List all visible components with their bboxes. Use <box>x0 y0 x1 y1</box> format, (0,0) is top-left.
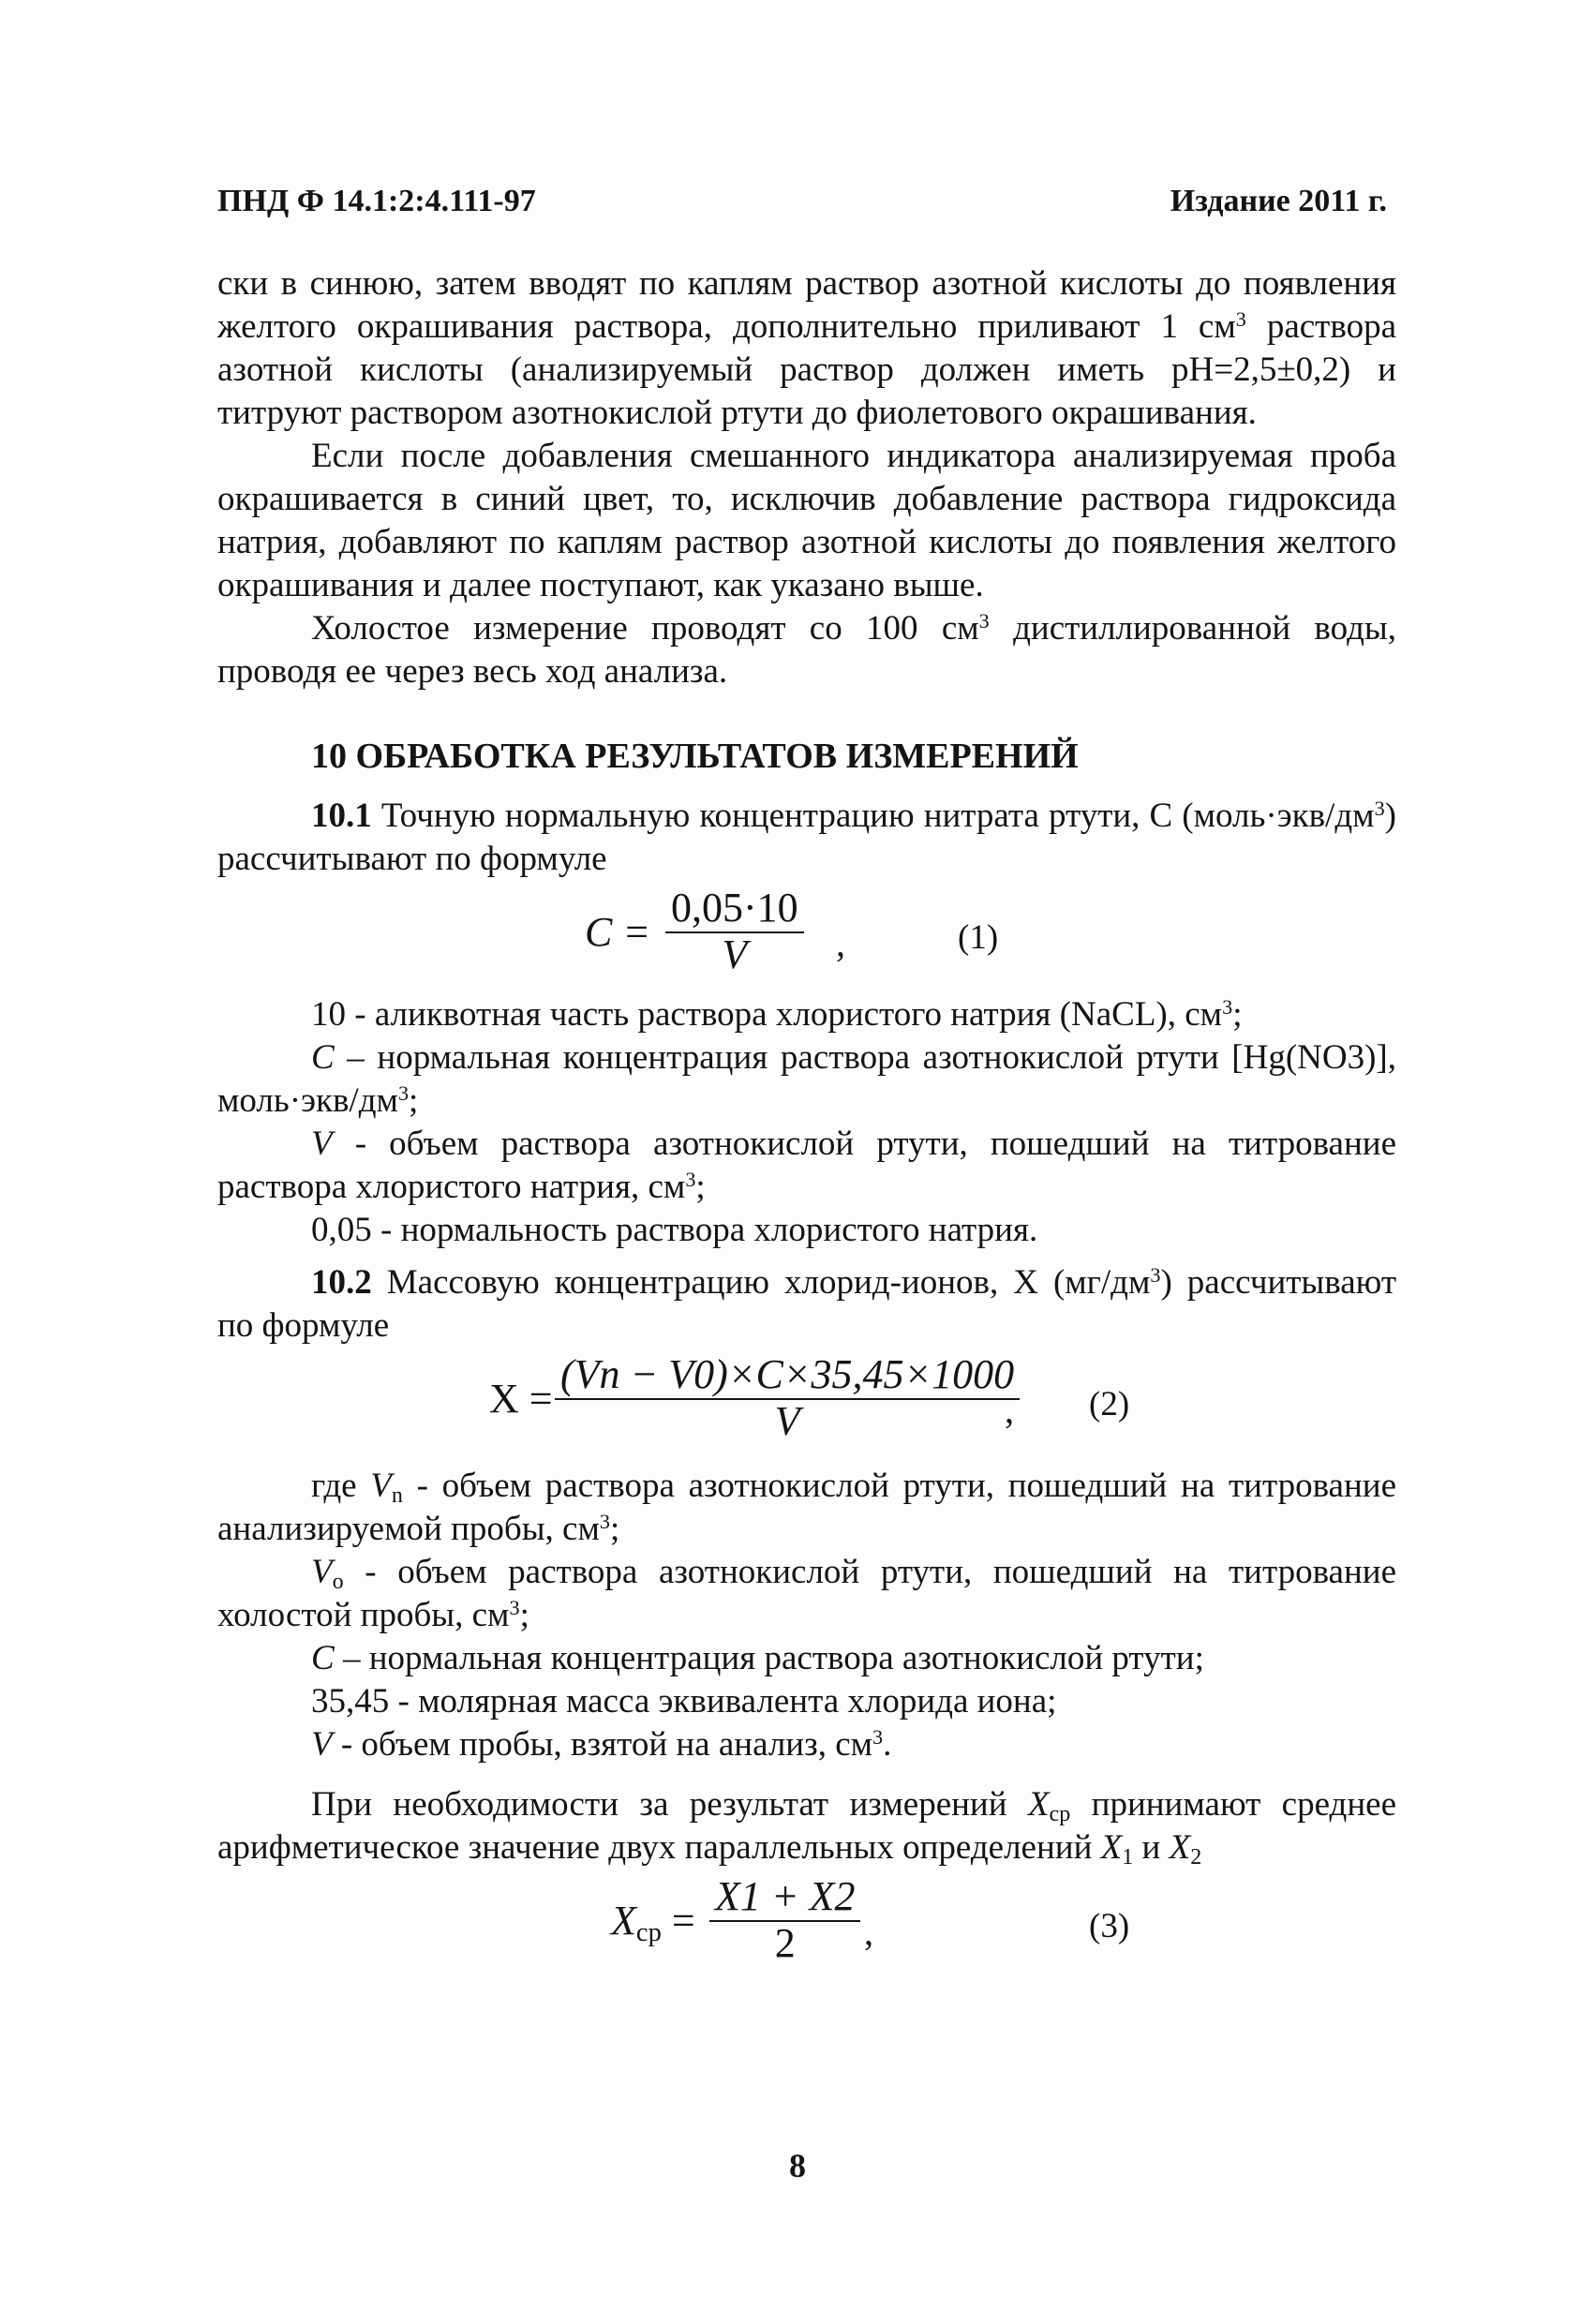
subsection-10-2: 10.2 Массовую концентрацию хлорид-ионов, Х $(мг/дм^3)$ рассчитывают по формуле <box>217 1262 1397 1345</box>
page-header <box>217 184 1387 231</box>
paragraph-1: ски в синюю, затем вводят по каплям раствор азотной кислоты до появления желтого окрашивания раствора, дополнительно приливают 1 $см^3$ раствора азотной кислоты (анализируемый раствор должен иметь pH=2,5±0,2) и титруют раствором азотнокислой ртути до фиолетового окрашивания. <box>217 264 1396 432</box>
section-title: 10 ОБРАБОТКА РЕЗУЛЬТАТОВ ИЗМЕРЕНИЙ <box>311 737 1079 776</box>
definition-vn: где $V_n$ - объем раствора азотнокислой ртути, пошедший на титрование анализируемой пробы, $см^3$; <box>217 1467 1396 1548</box>
definition-c: С – нормальная концентрация раствора азотнокислой ртути [Hg(NO3)], $моль\cdot экв/дм^3$; <box>217 1038 1396 1120</box>
document-code: ПНД Ф 14.1:2:4.111-97 <box>217 184 536 218</box>
paragraph-average: При необходимости за результат измерений $X_{ср}$ принимают среднее арифметическое значение двух параллельных определений $X_1$ и $X_2$ <box>217 1785 1396 1870</box>
subsection-10-1: 10.1 Точную нормальную концентрацию нитрата ртути, С $(моль\cdot экв/дм^3)$ рассчитывают по формуле <box>217 796 1396 878</box>
page-body <box>217 262 1396 1991</box>
formula-3: $X_{ср}$ = X1 + X2 2 , (3) <box>611 1873 1130 1966</box>
formula-3-numerator: X1 + X2 <box>715 1873 856 1919</box>
formula-1-denominator: V <box>722 931 748 977</box>
formula-2-number: (2) <box>1089 1385 1130 1423</box>
formula-3-number: (3) <box>1089 1907 1130 1945</box>
formula-2-fraction <box>555 1353 1020 1443</box>
edition-label: Издание 2011 г. <box>1170 184 1387 218</box>
definition-normality: 0,05 - нормальность раствора хлористого натрия. <box>311 1211 1038 1249</box>
formula-2-lhs: X = <box>489 1376 553 1422</box>
definition-aliquot: 10 - аликвотная часть раствора хлористого натрия (NaCL), $см^3$; <box>311 994 1243 1034</box>
formula-3-lhs: $X_{ср}$ = <box>611 1898 695 1948</box>
formula-2-numerator: (Vn − V0)×C×35,45×1000 <box>560 1351 1015 1397</box>
formula-2-denominator: V <box>774 1398 800 1444</box>
formula-3-fraction <box>709 1875 860 1965</box>
paragraph-2: Если после добавления смешанного индикатора анализируемая проба окрашивается в синий цвет, то, исключив добавление раствора гидроксида натрия, добавляют по каплям раствор азотной кислоты до появления желтого окрашивания и далее поступают, как указано выше. <box>217 437 1396 604</box>
formula-2: X = (Vn − V0)×C×35,45×1000 V , (2) <box>489 1351 1130 1444</box>
formula-1-numerator: 0,05·10 <box>671 885 798 931</box>
formula-1-lhs: C = <box>585 909 651 955</box>
formula-1: C = 0,05·10 V , (1) <box>585 885 999 977</box>
definition-v0: $V_o$ - объем раствора азотнокислой ртути, пошедший на титрование холостой пробы, $см^3$; <box>217 1553 1396 1634</box>
formula-1-number: (1) <box>958 918 999 957</box>
page-number: 8 <box>789 2147 806 2184</box>
paragraph-3: Холостое измерение проводят со 100 $см^3$ дистиллированной воды, проводя ее через весь ход анализа. <box>217 608 1397 691</box>
definition-molar-mass: 35,45 - молярная масса эквивалента хлорида иона; <box>311 1682 1057 1721</box>
definition-v: V - объем раствора азотнокислой ртути, пошедший на титрование раствора хлористого натрия, $см^3$; <box>217 1125 1396 1206</box>
formula-1-fraction <box>665 886 804 976</box>
formula-3-denominator: 2 <box>774 1920 796 1966</box>
definition-c-2: С – нормальная концентрация раствора азотнокислой ртути; <box>311 1639 1204 1677</box>
definition-v-sample: V - объем пробы, взятой на анализ, $см^3$. <box>311 1724 892 1764</box>
